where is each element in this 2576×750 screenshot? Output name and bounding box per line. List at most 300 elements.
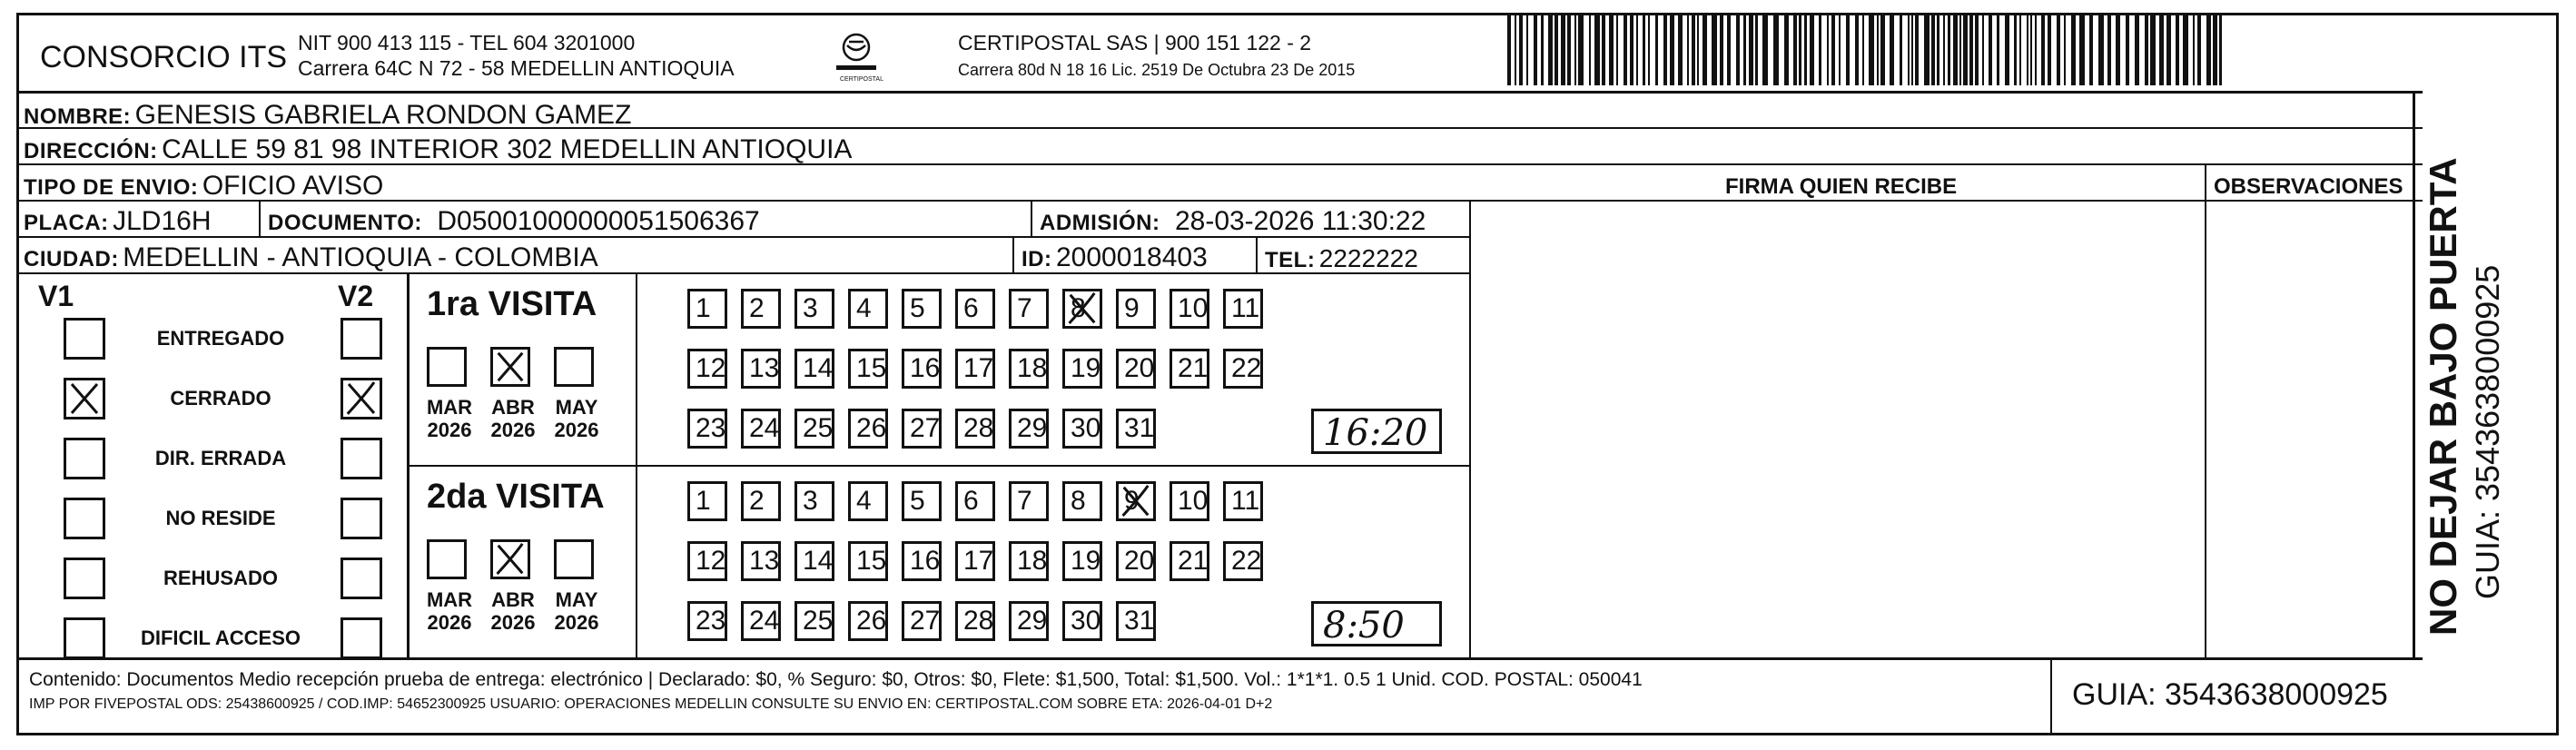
month-year: 2026 xyxy=(427,611,472,635)
visit-title: 1ra VISITA xyxy=(427,285,597,323)
day-number: 2 xyxy=(749,293,765,323)
day-box[interactable] xyxy=(955,541,995,581)
barcode-bar xyxy=(2197,13,2201,85)
barcode-bar xyxy=(1963,13,1968,85)
day-box[interactable] xyxy=(1223,541,1263,581)
month-name: MAY xyxy=(555,588,598,611)
day-box[interactable] xyxy=(1062,349,1102,389)
barcode-bar xyxy=(1773,13,1779,85)
day-box[interactable] xyxy=(795,349,834,389)
barcode-bar xyxy=(2064,13,2066,85)
barcode-bar xyxy=(2219,13,2222,85)
day-box[interactable] xyxy=(955,289,995,329)
status-label: NO RESIDE xyxy=(165,507,276,529)
barcode-bar xyxy=(1720,13,1723,85)
barcode-bar xyxy=(1890,13,1894,85)
barcode-bar xyxy=(1953,13,1958,85)
day-box[interactable] xyxy=(848,481,888,521)
day-box[interactable] xyxy=(741,409,781,449)
day-box[interactable] xyxy=(687,541,727,581)
day-box[interactable] xyxy=(1170,289,1209,329)
check-mark-icon xyxy=(1065,291,1100,326)
barcode-bar xyxy=(1687,13,1689,85)
ciudad-value: MEDELLIN - ANTIOQUIA - COLOMBIA xyxy=(123,242,598,272)
barcode-bar xyxy=(2027,13,2028,85)
barcode-bar xyxy=(2005,13,2009,85)
month-label xyxy=(421,396,478,442)
day-number: 12 xyxy=(696,546,726,576)
month-checkbox[interactable] xyxy=(427,347,467,387)
day-number: 31 xyxy=(1124,606,1155,636)
carrier-address: Carrera 80d N 18 16 Lic. 2519 De Octubra 23 De 2015 xyxy=(958,61,1356,79)
v1-checkbox[interactable] xyxy=(64,558,105,599)
month-checkbox[interactable] xyxy=(490,347,530,387)
day-box[interactable] xyxy=(687,481,727,521)
barcode-bar xyxy=(2193,13,2195,85)
day-number: 1 xyxy=(696,486,711,516)
status-label: ENTREGADO xyxy=(156,327,285,350)
barcode-bar xyxy=(2135,13,2139,85)
barcode-bar xyxy=(2041,13,2045,85)
barcode-bar xyxy=(1989,13,1992,85)
barcode-bar xyxy=(1869,13,1874,85)
month-label xyxy=(548,588,605,635)
day-box[interactable] xyxy=(1223,481,1263,521)
barcode-bar xyxy=(1526,13,1528,85)
barcode-bar xyxy=(1567,13,1571,85)
tel-value: 2222222 xyxy=(1318,244,1418,272)
day-number: 15 xyxy=(856,546,887,576)
month-label xyxy=(421,588,478,635)
barcode-bar xyxy=(1855,13,1859,85)
v1-checkbox[interactable] xyxy=(64,378,105,419)
day-box[interactable] xyxy=(902,349,942,389)
day-box[interactable] xyxy=(848,349,888,389)
day-number: 19 xyxy=(1071,546,1101,576)
visit-time: 16:20 xyxy=(1323,412,1428,454)
status-label: REHUSADO xyxy=(163,567,278,589)
day-number: 2 xyxy=(749,486,765,516)
day-box[interactable] xyxy=(1062,409,1102,449)
day-box[interactable] xyxy=(795,601,834,641)
v1-checkbox[interactable] xyxy=(64,318,105,360)
footer-guia: GUIA: 3543638000925 xyxy=(2072,677,2388,712)
day-box[interactable] xyxy=(1009,409,1049,449)
day-number: 17 xyxy=(963,546,994,576)
barcode-bar xyxy=(1541,13,1544,85)
v2-checkbox[interactable] xyxy=(341,378,382,419)
day-number: 7 xyxy=(1017,293,1032,323)
month-year: 2026 xyxy=(427,419,472,442)
day-box[interactable] xyxy=(741,349,781,389)
day-box[interactable] xyxy=(1009,541,1049,581)
company-nit: NIT 900 413 115 - TEL 604 3201000 xyxy=(298,31,636,54)
day-number: 3 xyxy=(803,293,818,323)
month-year: 2026 xyxy=(554,419,599,442)
day-box[interactable] xyxy=(1009,481,1049,521)
visit-time: 8:50 xyxy=(1323,605,1405,646)
barcode-bar xyxy=(2150,13,2156,85)
month-label xyxy=(485,588,541,635)
id-label: ID: xyxy=(1022,247,1052,271)
barcode-bar xyxy=(1762,13,1768,85)
day-number: 9 xyxy=(1124,486,1140,516)
barcode-bar xyxy=(1911,13,1913,85)
barcode-bar xyxy=(1636,13,1638,85)
barcode-bar xyxy=(1594,13,1600,85)
day-box[interactable] xyxy=(1062,601,1102,641)
barcode-bar xyxy=(1736,13,1740,85)
day-number: 20 xyxy=(1124,353,1155,383)
day-number: 8 xyxy=(1071,293,1086,323)
day-box[interactable] xyxy=(1170,481,1209,521)
day-number: 16 xyxy=(910,546,941,576)
barcode-bar xyxy=(1997,13,1999,85)
barcode-bar xyxy=(1624,13,1627,85)
day-box[interactable] xyxy=(1116,349,1156,389)
company-name: CONSORCIO ITS xyxy=(40,40,288,74)
barcode-bar xyxy=(1931,13,1935,85)
month-checkbox[interactable] xyxy=(490,539,530,579)
day-number: 29 xyxy=(1017,606,1048,636)
day-number: 14 xyxy=(803,546,834,576)
day-box[interactable] xyxy=(687,601,727,641)
barcode-bar xyxy=(1655,13,1658,85)
day-number: 26 xyxy=(856,606,887,636)
tel-label: TEL: xyxy=(1265,248,1316,272)
day-number: 18 xyxy=(1017,353,1048,383)
day-box[interactable] xyxy=(741,289,781,329)
certipostal-logo-icon xyxy=(834,31,879,76)
barcode-bar xyxy=(1749,13,1753,85)
barcode-bar xyxy=(1799,13,1801,85)
day-number: 28 xyxy=(963,606,994,636)
day-box[interactable] xyxy=(902,409,942,449)
barcode-bar xyxy=(1609,13,1614,85)
barcode-bar xyxy=(2030,13,2032,85)
day-box[interactable] xyxy=(687,409,727,449)
day-number: 7 xyxy=(1017,486,1032,516)
day-number: 24 xyxy=(749,413,780,443)
day-number: 17 xyxy=(963,353,994,383)
barcode-bar xyxy=(2107,13,2111,85)
check-mark-icon xyxy=(343,380,380,417)
month-year: 2026 xyxy=(490,611,536,635)
day-box[interactable] xyxy=(795,289,834,329)
time-box[interactable] xyxy=(1311,409,1442,454)
day-box[interactable] xyxy=(848,601,888,641)
barcode-bar xyxy=(2014,13,2017,85)
direccion-label: DIRECCIÓN: xyxy=(24,139,158,163)
day-number: 23 xyxy=(696,413,726,443)
day-box[interactable] xyxy=(687,289,727,329)
day-number: 22 xyxy=(1231,353,1262,383)
day-number: 29 xyxy=(1017,413,1048,443)
logo-text: CERTIPOSTAL xyxy=(840,76,883,83)
day-box[interactable] xyxy=(1009,289,1049,329)
barcode-bar xyxy=(2213,13,2217,85)
barcode-bar xyxy=(2126,13,2129,85)
day-box[interactable] xyxy=(1062,481,1102,521)
barcode-bar xyxy=(1727,13,1731,85)
firma-header: FIRMA QUIEN RECIBE xyxy=(1725,174,1958,199)
barcode-bar xyxy=(1924,13,1930,85)
barcode-bar xyxy=(1831,13,1835,85)
month-checkbox[interactable] xyxy=(554,347,594,387)
barcode-bar xyxy=(1515,13,1516,85)
barcode-bar xyxy=(1810,13,1814,85)
barcode-bar xyxy=(2089,13,2093,85)
day-number: 28 xyxy=(963,413,994,443)
placa-label: PLACA: xyxy=(24,211,109,235)
check-mark-icon xyxy=(66,380,103,417)
month-checkbox[interactable] xyxy=(554,539,594,579)
documento-label: DOCUMENTO: xyxy=(268,211,422,235)
day-number: 13 xyxy=(749,546,780,576)
barcode-bar xyxy=(1692,13,1695,85)
day-number: 25 xyxy=(803,413,834,443)
day-box[interactable] xyxy=(1223,289,1263,329)
day-number: 20 xyxy=(1124,546,1155,576)
barcode-bar xyxy=(2019,13,2021,85)
placa-value: JLD16H xyxy=(113,206,212,236)
v2-checkbox[interactable] xyxy=(341,318,382,360)
barcode-bar xyxy=(2098,13,2104,85)
barcode-bar xyxy=(1648,13,1650,85)
day-box[interactable] xyxy=(741,601,781,641)
barcode-bar xyxy=(1819,13,1821,85)
day-number: 4 xyxy=(856,293,872,323)
day-box[interactable] xyxy=(902,289,942,329)
day-number: 10 xyxy=(1178,293,1209,323)
day-box[interactable] xyxy=(955,409,995,449)
barcode-bar xyxy=(2048,13,2051,85)
barcode-bar xyxy=(1969,13,1973,85)
day-box[interactable] xyxy=(955,349,995,389)
barcode-bar xyxy=(2057,13,2060,85)
day-number: 11 xyxy=(1231,293,1260,323)
barcode-bar xyxy=(1743,13,1746,85)
day-box[interactable] xyxy=(795,541,834,581)
status-label: CERRADO xyxy=(170,387,271,410)
day-box[interactable] xyxy=(687,349,727,389)
barcode-bar xyxy=(1630,13,1633,85)
day-box[interactable] xyxy=(1170,541,1209,581)
direccion-value: CALLE 59 81 98 INTERIOR 302 MEDELLIN ANTIOQUIA xyxy=(162,134,853,164)
month-label xyxy=(548,396,605,442)
day-number: 5 xyxy=(910,486,925,516)
day-number: 27 xyxy=(910,413,941,443)
barcode xyxy=(1507,13,2229,85)
status-label: DIR. ERRADA xyxy=(154,447,287,469)
carrier-name: CERTIPOSTAL SAS | 900 151 122 - 2 xyxy=(958,31,1312,54)
day-number: 4 xyxy=(856,486,872,516)
barcode-bar xyxy=(1915,13,1919,85)
day-number: 19 xyxy=(1071,353,1101,383)
day-box[interactable] xyxy=(955,601,995,641)
tipo-label: TIPO DE ENVIO: xyxy=(24,175,199,200)
day-number: 6 xyxy=(963,293,979,323)
barcode-bar xyxy=(1574,13,1576,85)
day-box[interactable] xyxy=(902,541,942,581)
v2-checkbox[interactable] xyxy=(341,558,382,599)
barcode-bar xyxy=(1507,13,1511,85)
barcode-bar xyxy=(2183,13,2188,85)
day-number: 21 xyxy=(1178,353,1209,383)
day-box[interactable] xyxy=(1116,541,1156,581)
day-box[interactable] xyxy=(1223,349,1263,389)
barcode-bar xyxy=(1561,13,1565,85)
observaciones-header: OBSERVACIONES xyxy=(2214,174,2403,199)
side-guia: GUIA: 3543638000925 xyxy=(2469,264,2506,599)
id-value: 2000018403 xyxy=(1055,242,1208,272)
day-number: 1 xyxy=(696,293,711,323)
day-box[interactable] xyxy=(902,481,942,521)
barcode-bar xyxy=(1948,13,1950,85)
day-number: 24 xyxy=(749,606,780,636)
no-dejar-bajo-puerta: NO DEJAR BAJO PUERTA xyxy=(2422,157,2464,636)
barcode-bar xyxy=(1793,13,1797,85)
day-number: 12 xyxy=(696,353,726,383)
nombre-value: GENESIS GABRIELA RONDON GAMEZ xyxy=(134,100,632,130)
barcode-bar xyxy=(2035,13,2037,85)
month-name: MAR xyxy=(426,396,473,419)
day-number: 8 xyxy=(1071,486,1086,516)
barcode-bar xyxy=(1616,13,1618,85)
day-number: 5 xyxy=(910,293,925,323)
barcode-bar xyxy=(1839,13,1841,85)
barcode-bar xyxy=(1602,13,1605,85)
barcode-bar xyxy=(1908,13,1910,85)
barcode-bar xyxy=(1712,13,1717,85)
v1-checkbox[interactable] xyxy=(64,438,105,479)
barcode-bar xyxy=(1900,13,1902,85)
day-number: 30 xyxy=(1071,606,1101,636)
barcode-bar xyxy=(1784,13,1789,85)
v1-header: V1 xyxy=(38,280,74,312)
day-box[interactable] xyxy=(955,481,995,521)
barcode-bar xyxy=(1519,13,1523,85)
barcode-bar xyxy=(1755,13,1758,85)
month-name: ABR xyxy=(491,588,535,611)
time-box[interactable] xyxy=(1311,601,1442,646)
month-name: ABR xyxy=(491,396,535,419)
barcode-bar xyxy=(1937,13,1939,85)
day-box[interactable] xyxy=(1009,601,1049,641)
barcode-bar xyxy=(1643,13,1645,85)
day-box[interactable] xyxy=(1116,409,1156,449)
barcode-bar xyxy=(1862,13,1864,85)
v2-header: V2 xyxy=(338,280,374,312)
day-box[interactable] xyxy=(795,409,834,449)
v2-checkbox[interactable] xyxy=(341,617,382,659)
day-number: 9 xyxy=(1124,293,1140,323)
day-box[interactable] xyxy=(1009,349,1049,389)
day-box[interactable] xyxy=(741,481,781,521)
day-number: 21 xyxy=(1178,546,1209,576)
barcode-bar xyxy=(2176,13,2179,85)
barcode-bar xyxy=(1827,13,1829,85)
day-number: 26 xyxy=(856,413,887,443)
day-box[interactable] xyxy=(848,541,888,581)
day-box[interactable] xyxy=(1062,289,1102,329)
day-number: 22 xyxy=(1231,546,1262,576)
month-checkbox[interactable] xyxy=(427,539,467,579)
day-number: 6 xyxy=(963,486,979,516)
day-number: 3 xyxy=(803,486,818,516)
footer-content: Contenido: Documentos Medio recepción prueba de entrega: electrónico | Declarado: $0, % Seguro: $0, Otros: $0, Flete: $1,500, Total: $1,500. Vol.: 1*1*1. 0.5 1 Unid. COD. POSTAL: 050041 xyxy=(29,669,1643,690)
barcode-bar xyxy=(1589,13,1591,85)
company-address: Carrera 64C N 72 - 58 MEDELLIN ANTIOQUIA xyxy=(298,56,735,80)
barcode-bar xyxy=(1975,13,1979,85)
barcode-bar xyxy=(1982,13,1984,85)
barcode-bar xyxy=(1877,13,1879,85)
day-box[interactable] xyxy=(902,601,942,641)
month-name: MAY xyxy=(555,396,598,419)
day-box[interactable] xyxy=(1116,601,1156,641)
v2-checkbox[interactable] xyxy=(341,498,382,539)
day-box[interactable] xyxy=(1062,541,1102,581)
check-mark-icon xyxy=(493,350,528,384)
v1-checkbox[interactable] xyxy=(64,617,105,659)
day-number: 16 xyxy=(910,353,941,383)
status-label: DIFICIL ACCESO xyxy=(140,627,301,649)
barcode-bar xyxy=(1846,13,1850,85)
day-box[interactable] xyxy=(741,541,781,581)
documento-value: D05001000000051506367 xyxy=(437,206,760,236)
admision-label: ADMISIÓN: xyxy=(1040,211,1160,235)
day-number: 18 xyxy=(1017,546,1048,576)
barcode-bar xyxy=(1663,13,1667,85)
barcode-bar xyxy=(2159,13,2164,85)
barcode-bar xyxy=(1959,13,1961,85)
day-number: 31 xyxy=(1124,413,1155,443)
barcode-bar xyxy=(1804,13,1807,85)
barcode-bar xyxy=(2071,13,2076,85)
barcode-bar xyxy=(1697,13,1699,85)
day-box[interactable] xyxy=(795,481,834,521)
barcode-bar xyxy=(2079,13,2085,85)
day-box[interactable] xyxy=(1170,349,1209,389)
v2-checkbox[interactable] xyxy=(341,438,382,479)
barcode-bar xyxy=(1534,13,1537,85)
day-box[interactable] xyxy=(848,409,888,449)
barcode-bar xyxy=(1943,13,1945,85)
day-number: 15 xyxy=(856,353,887,383)
day-number: 23 xyxy=(696,606,726,636)
nombre-label: NOMBRE: xyxy=(24,104,132,129)
day-number: 27 xyxy=(910,606,941,636)
barcode-bar xyxy=(1670,13,1674,85)
day-number: 30 xyxy=(1071,413,1101,443)
barcode-bar xyxy=(1678,13,1683,85)
day-box[interactable] xyxy=(1116,289,1156,329)
day-box[interactable] xyxy=(848,289,888,329)
day-box[interactable] xyxy=(1116,481,1156,521)
ciudad-label: CIUDAD: xyxy=(24,247,119,271)
check-mark-icon xyxy=(1119,484,1153,518)
day-number: 25 xyxy=(803,606,834,636)
month-year: 2026 xyxy=(554,611,599,635)
footer-imp: IMP POR FIVEPOSTAL ODS: 25438600925 / COD.IMP: 54652300925 USUARIO: OPERACIONES MEDELLIN CONSULTE SU ENVIO EN: CERTIPOSTAL.COM SOBRE ETA: 2026-04-01 D+2 xyxy=(29,696,1273,712)
barcode-bar xyxy=(1880,13,1885,85)
v1-checkbox[interactable] xyxy=(64,498,105,539)
month-name: MAR xyxy=(426,588,473,611)
barcode-bar xyxy=(1548,13,1553,85)
day-number: 13 xyxy=(749,353,780,383)
barcode-bar xyxy=(2166,13,2171,85)
month-year: 2026 xyxy=(490,419,536,442)
